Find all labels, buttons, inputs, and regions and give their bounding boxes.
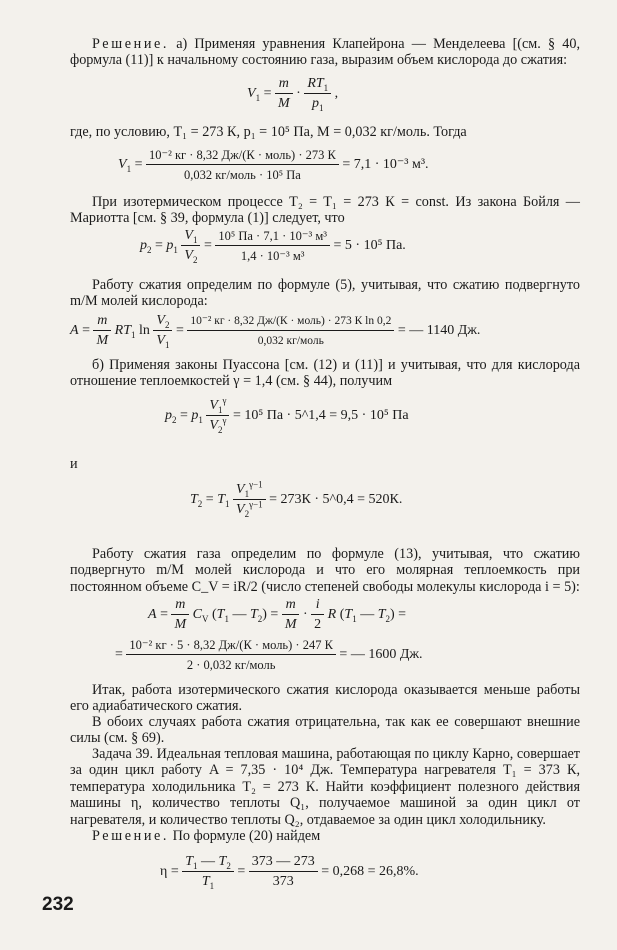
- solution-b-paragraph: [70, 828, 580, 844]
- formula-adiabatic-denominator: 2 · 0,032 кг/моль: [186, 658, 276, 672]
- solution-b-text: По формуле (20) найдем: [169, 828, 321, 844]
- formula-v1-numerator: 10⁻² кг · 8,32 Дж/(К · моль) · 273 К: [146, 147, 339, 165]
- formula-p2-result: = 5 · 10⁵ Па.: [333, 238, 406, 254]
- formula-work-result: = — 1140 Дж.: [397, 323, 481, 339]
- isothermal-paragraph: При изотермическом процессе T₂ = T₁ = 273 К = const. Из закона Бойля — Мариотта [см. § 39, формула (1)] следует, что: [70, 194, 580, 227]
- formula-efficiency: η = $\frac{T_1 — T_2}{T_1}$ = $\frac{373 — 273}{373}$ = 0,268 = 26,8%.: [160, 854, 419, 891]
- formula-work-adiabatic-numeric: = $\frac{\text{10⁻² кг · 5 · 8,32 Дж/(К · моль) · 247 К}}{\text{2 · 0,032 кг/моль}}$ = — 1600 Дж.: [115, 638, 423, 672]
- conclusion-paragraph: Итак, работа изотермического сжатия кислорода оказывается меньше работы его адиабатического сжатия.: [70, 682, 580, 715]
- formula-p2-adiabatic: $p_2 = p_1$ $\frac{V_1^\gamma}{V_2^\gamma}$ = 10⁵ Па · 5^1,4 = 9,5 · 10⁵ Па: [165, 395, 409, 435]
- formula-efficiency-numerator: 373 — 273: [249, 854, 318, 872]
- formula-work-isothermal: A = $\frac{m}{M}$ $RT_1$ ln $\frac{V_2}{V_1}$ = $\frac{\text{10⁻² кг · 8,32 Дж/(К · моль) · 273 К ln 0,2}}{\text{0,032 кг/моль}}$ = — 1140 Дж.: [70, 313, 481, 350]
- task-label: Задача 39.: [92, 746, 154, 762]
- page-number: 232: [42, 894, 74, 915]
- formula-p2: $p_2 = p_1$ $\frac{V_1}{V_2}$ = $\frac{\text{10⁵ Па · 7,1 · 10⁻³ м³}}{\text{1,4 · 10⁻³ м³}}$ = 5 · 10⁵ Па.: [140, 228, 406, 265]
- solution-paragraph-a: [70, 36, 580, 69]
- solution-a-text: а) Применяя уравнения Клапейрона — Менделеева [(см. § 40, формула (11)] к начальному состоянию газа, выразим объем кислорода до сжатия:: [70, 36, 580, 69]
- adiabatic-work-paragraph: Работу сжатия газа определим по формуле (13), учитывая, что сжатию подвергнуто m/M молей кислорода и что его молярная теплоемкость при постоянном объеме C_V = iR/2 (число степеней свободы молекулы кислорода i = 5):: [70, 546, 580, 595]
- formula-work-numerator: 10⁻² кг · 8,32 Дж/(К · моль) · 273 К ln 0,2: [187, 313, 394, 331]
- formula-p2-numerator: 10⁵ Па · 7,1 · 10⁻³ м³: [215, 228, 330, 246]
- formula-v1-result: = 7,1 · 10⁻³ м³.: [342, 157, 429, 173]
- formula-efficiency-result: = 0,268 = 26,8%.: [321, 864, 419, 880]
- solution-label: Решение.: [92, 36, 170, 52]
- formula-t2-result: = 273К · 5^0,4 = 520К.: [269, 492, 403, 508]
- formula-v1-numeric: $V_1$ = $\frac{\text{10⁻² кг · 8,32 Дж/(К · моль) · 273 К}}{\text{0,032 кг/моль · 10⁵ Па}}$ = 7,1 · 10⁻³ м³.: [118, 148, 429, 182]
- formula-p2-adiabatic-result: = 10⁵ Па · 5^1,4 = 9,5 · 10⁵ Па: [232, 408, 409, 424]
- task-39-paragraph: [70, 746, 580, 828]
- formula-t2: $T_2 = T_1$ $\frac{V_1^{\gamma-1}}{V_2^{\gamma-1}}$ = 273К · 5^0,4 = 520К.: [190, 479, 403, 519]
- task-text: Идеальная тепловая машина, работающая по циклу Карно, совершает за один цикл работу A = 7,35 · 10⁴ Дж. Температура нагревателя T₁ = 373 К, температура холодильника T₂ = 273 К. Найти коэффициент полезного действия машины η, количество теплоты Q₁, получаемое машиной за один цикл от нагревателя, и количество теплоты Q₂, отдаваемое за один цикл холодильнику.: [70, 746, 580, 828]
- formula-p2-denominator: 1,4 · 10⁻³ м³: [240, 249, 305, 263]
- formula-adiabatic-result: = — 1600 Дж.: [339, 647, 423, 663]
- formula-v1: $V_1$ = $\frac{m}{M}$ · $\frac{RT_1}{p_1}$ ,: [247, 76, 339, 113]
- condition-paragraph: где, по условию, T₁ = 273 К, p₁ = 10⁵ Па, M = 0,032 кг/моль. Тогда: [70, 124, 467, 140]
- formula-work-adiabatic: A = $\frac{m}{M}$ $C_V$ ($T_1$ — $T_2$) = $\frac{m}{M}$ · $\frac{i}{2}$ R ($T_1$ — $T_2$) =: [148, 597, 407, 632]
- formula-adiabatic-numerator: 10⁻² кг · 5 · 8,32 Дж/(К · моль) · 247 К: [126, 637, 336, 655]
- and-word: и: [70, 456, 78, 472]
- formula-v1-denominator: 0,032 кг/моль · 10⁵ Па: [183, 168, 301, 182]
- formula-efficiency-denominator: 373: [272, 874, 294, 889]
- solution-label-2: Решение.: [92, 828, 170, 844]
- sign-paragraph: В обоих случаях работа сжатия отрицательна, так как ее совершают внешние силы (см. § 69).: [70, 714, 580, 747]
- formula-work-denominator: 0,032 кг/моль: [257, 335, 324, 347]
- work-paragraph: Работу сжатия определим по формуле (5), учитывая, что сжатию подвергнуто m/M молей кислорода:: [70, 277, 580, 310]
- poisson-paragraph: б) Применяя законы Пуассона [см. (12) и (11)] и учитывая, что для кислорода отношение теплоемкостей γ = 1,4 (см. § 44), получим: [70, 357, 580, 390]
